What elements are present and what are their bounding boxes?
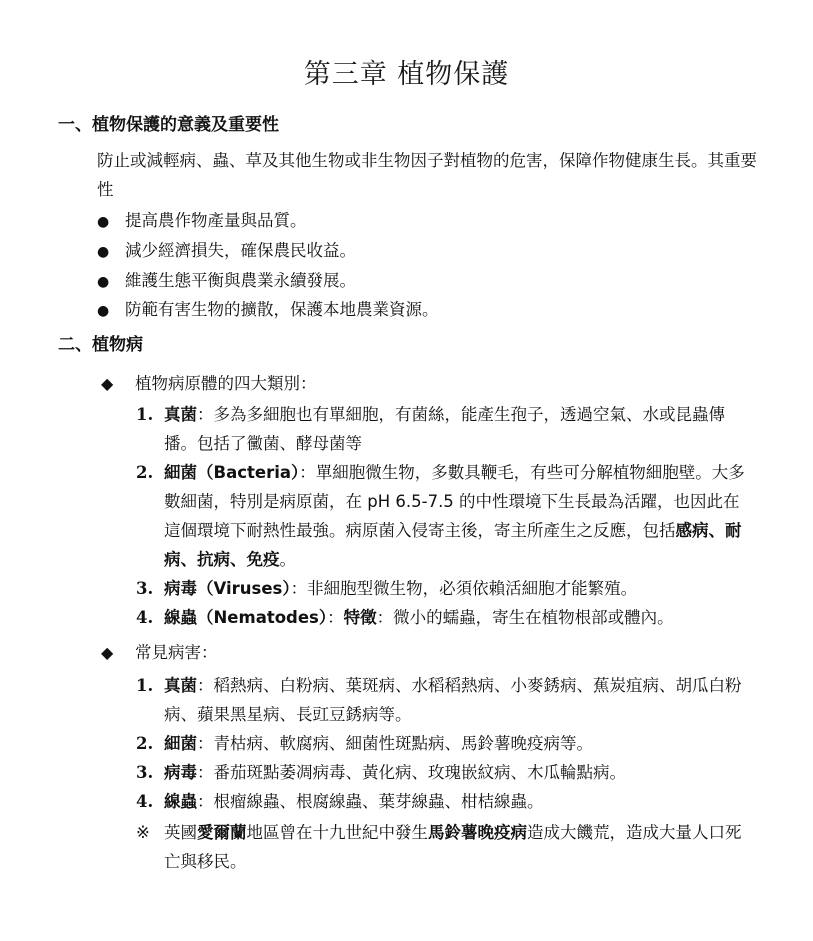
section-heading-importance: 一、植物保護的意義及重要性	[58, 115, 279, 135]
bullet-icon: ●	[97, 303, 110, 319]
list-item: 2. 細菌：青枯病、軟腐病、細菌性斑點病、馬鈴薯晚疫病等。	[136, 734, 593, 753]
section-heading-plant-disease: 二、植物病	[58, 335, 143, 355]
historical-note: ※ 英國愛爾蘭地區曾在十九世紀中發生馬鈴薯晚疫病造成大饑荒，造成大量人口死亡與移民。	[136, 818, 756, 876]
list-item: ● 維護生態平衡與農業永續發展。	[97, 271, 356, 290]
group-heading-pathogens: ◆ 植物病原體的四大類別：	[101, 374, 317, 393]
bullet-icon: ●	[97, 244, 110, 260]
list-item: 4. 線蟲：根瘤線蟲、根腐線蟲、葉芽線蟲、柑桔線蟲。	[136, 792, 544, 811]
list-item: 1. 真菌：稻熱病、白粉病、葉斑病、水稻稻熱病、小麥銹病、蕉炭疽病、胡瓜白粉病、蘋果黑星病、長豇豆銹病等。	[136, 676, 742, 724]
list-item: ● 提高農作物產量與品質。	[97, 211, 307, 230]
section-intro-paragraph: 防止或減輕病、蟲、草及其他生物或非生物因子對植物的危害，保障作物健康生長。其重要性	[97, 151, 757, 199]
bullet-icon: ●	[97, 274, 110, 290]
diamond-bullet-icon: ◆	[101, 643, 114, 662]
list-item: 3. 病毒（Viruses）：非細胞型微生物，必須依賴活細胞才能繁殖。	[136, 579, 638, 598]
list-item: 1. 真菌：多為多細胞也有單細胞，有菌絲，能產生孢子，透過空氣、水或昆蟲傳播。包括了黴菌、酵母菌等	[136, 405, 725, 453]
list-item: 4. 線蟲（Nematodes）：特徵：微小的蠕蟲，寄生在植物根部或體內。	[136, 608, 674, 627]
bullet-icon: ●	[97, 214, 110, 230]
list-item: ● 防範有害生物的擴散，保護本地農業資源。	[97, 300, 439, 319]
list-item: ● 減少經濟損失，確保農民收益。	[97, 241, 356, 260]
list-item: 2. 細菌（Bacteria）：單細胞微生物，多數具鞭毛，有些可分解植物細胞壁。大多數細菌，特別是病原菌，在 pH 6.5-7.5 的中性環境下生長最為活躍，也因此在這個環境下耐熱性最強。病原菌入侵寄主後，寄主所產生之反應，包括感病、耐病、抗病、免疫。	[136, 463, 745, 569]
group-heading-common-diseases: ◆ 常見病害：	[101, 643, 218, 662]
page-title: 第三章 植物保護	[303, 59, 510, 90]
diamond-bullet-icon: ◆	[101, 374, 114, 393]
note-mark: ※	[136, 823, 150, 842]
list-item: 3. 病毒：番茄斑點萎凋病毒、黃化病、玫瑰嵌紋病、木瓜輪點病。	[136, 763, 626, 782]
